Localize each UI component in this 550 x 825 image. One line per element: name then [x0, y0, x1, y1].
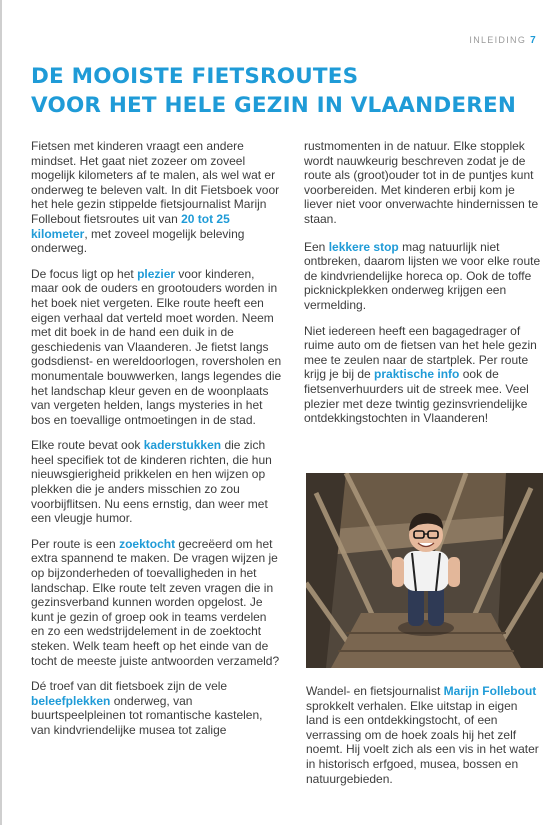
text: Per route is een — [31, 536, 120, 551]
running-header — [469, 35, 537, 46]
text: gecreëerd om het extra spannend te maken. De vragen wijzen je op bijzonderheden of toevalligheden in het landschap. Elke route telt zeven vragen die in gezinsverband kunnen worden opgelost. Je kunt je gezin of groep ook in teams verdelen en zo een wedstrijdelement in de zoektocht steken. Welk team heeft op het einde van de tocht de meeste juiste antwoorden verzameld? — [31, 536, 280, 668]
paragraph-beleefplekken — [31, 679, 283, 737]
text: die zich heel specifiek tot de kinderen richten, die hun nieuwsgierigheid prikkelen en hen wijzen op plekken die je anders misschien zo zou voorbijflitsen. Nu eens ernstig, dan weer met een vleugje humor. — [31, 438, 272, 526]
text: mag natuurlijk niet ontbreken, daarom lijsten we voor elke route de kindvriendelijke horeca op. Ook de toffe picknickplekken onderweg krijgen een vermelding. — [304, 239, 541, 312]
right-column — [304, 139, 544, 437]
paragraph-intro — [31, 139, 283, 256]
title-line-2: VOOR HET HELE GEZIN IN VLAANDEREN — [31, 93, 517, 118]
paragraph-lekkere-stop — [304, 240, 544, 313]
page-edge — [0, 0, 2, 825]
title-line-1: DE MOOISTE FIETSROUTES — [31, 64, 359, 89]
highlight-author-name: Marijn Follebout — [443, 684, 537, 698]
text: Een — [304, 239, 329, 254]
photo-caption — [306, 684, 543, 786]
text: sprokkelt verhalen. Elke uitstap in eigen land is een ontdekkingstocht, of een verrassing om de hoek zoals hij het zelf noemt. Hij voelt zich als een vis in het water in historisch erfgoed, musea, bossen en natuurgebieden. — [306, 698, 539, 786]
text: Fietsen met kinderen vraagt een andere mindset. Het gaat niet zozeer om zoveel mogelijk kilometers af te malen, als wel wat er onderweg te beleven valt. In dit Fietsboek voor het hele gezin stippelde fietsjournalist Marijn Follebout fietsroutes uit van — [31, 139, 280, 226]
highlight-distance: 20 tot 25 kilometer — [31, 211, 230, 241]
author-photo — [306, 473, 543, 668]
paragraph-praktische-info — [304, 324, 544, 426]
text: Niet iedereen heeft een bagagedrager of ruime auto om de fietsen van het hele gezin mee te zeulen naar de startplek. Per route krijg je bij de — [304, 323, 537, 382]
paragraph-zoektocht — [31, 537, 283, 668]
text: Wandel- en fietsjournalist — [306, 684, 444, 698]
paragraph-kaderstukken — [31, 438, 283, 526]
paragraph-focus — [31, 267, 283, 428]
section-label: INLEIDING — [469, 35, 527, 45]
paragraph-rustmomenten — [304, 139, 544, 227]
highlight-praktische-info: praktische info — [374, 367, 460, 382]
text: De focus ligt op het — [31, 266, 138, 281]
left-column — [31, 139, 283, 749]
page-title — [31, 62, 541, 120]
text: onderweg, van buurtspeelpleinen tot romantische kastelen, van kindvriendelijke musea tot zalige — [31, 693, 263, 737]
highlight-kaderstukken: kaderstukken — [143, 438, 222, 453]
highlight-lekkere-stop: lekkere stop — [328, 239, 399, 254]
page-number: 7 — [530, 35, 537, 46]
text: , met zoveel mogelijk beleving onderweg. — [31, 226, 245, 256]
highlight-beleefplekken: beleefplekken — [31, 693, 111, 708]
text: voor kinderen, maar ook de ouders en grootouders worden in het boek niet vergeten. Elke route heeft een eigen verhaal dat verteld moet worden. Neem met dit boek in de hand een duik in de geschiedenis van Vlaanderen. Je fietst langs godsdienst- en wereldoorlogen, roversholen en monumentale bouwwerken, langs legendes die het landschap kleur geven en de woonplaats van vergeten helden, langs mysteries in het bos en toevallige ontmoetingen in de stad. — [31, 266, 282, 427]
text: Elke route bevat ook — [31, 438, 144, 453]
text: rustmomenten in de natuur. Elke stopplek wordt nauwkeurig beschreven zodat je de route als (groot)ouder tot in de puntjes kunt voorbereiden. Met kinderen erbij kom je liever niet voor onverwachte hindernissen te staan. — [304, 139, 539, 226]
text: Dé troef van dit fietsboek zijn de vele — [31, 679, 228, 694]
photo-author-on-wooden-tower-icon — [306, 473, 543, 668]
highlight-plezier: plezier — [137, 266, 176, 281]
text: ook de fietsenverhuurders uit de streek mee. Veel plezier met deze twintig gezinsvriendelijke ontdekkingstochten in Vlaanderen! — [304, 367, 529, 426]
highlight-zoektocht: zoektocht — [119, 536, 176, 551]
